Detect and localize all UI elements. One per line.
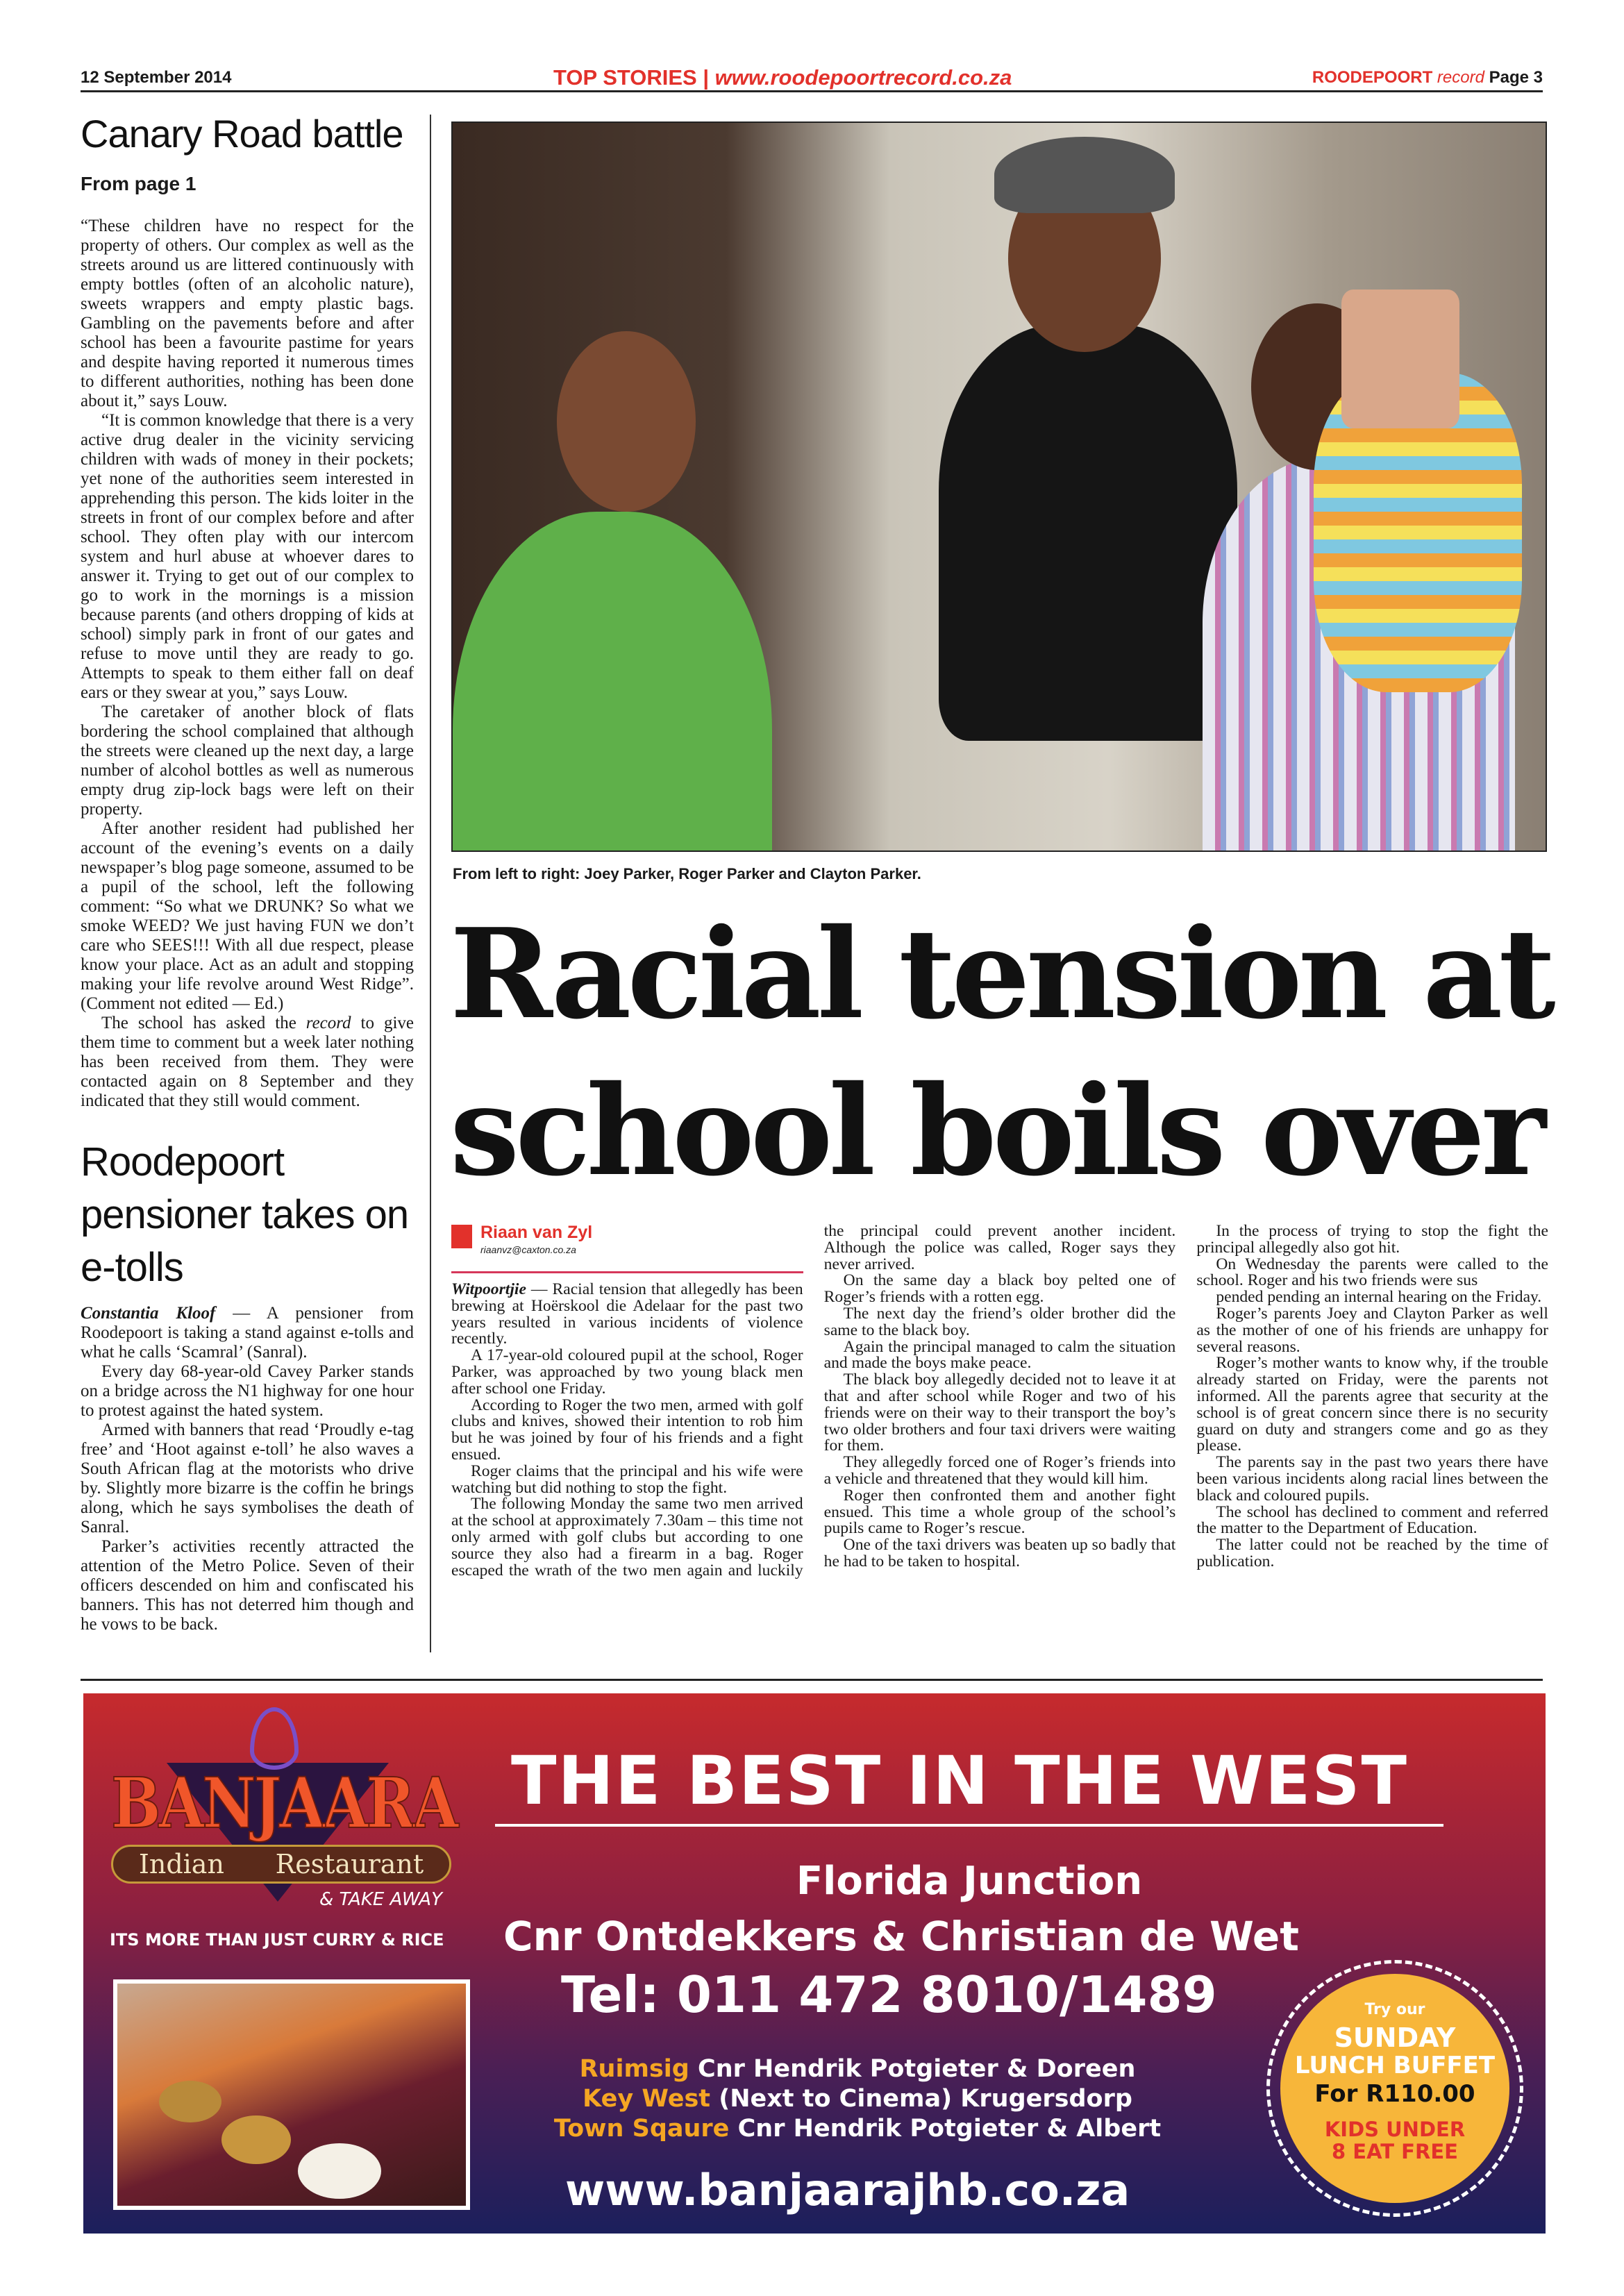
paragraph: Parker’s activities recently attracted the attention of the Metro Police. Seven of their officers descended on him and confiscated his banners. This has not deterred him though and he vows to be back. — [81, 1537, 414, 1634]
ad-website[interactable]: www.banjaarajhb.co.za — [565, 2165, 1130, 2215]
badge-kids-free: 8 EAT FREE — [1332, 2139, 1458, 2163]
paragraph: They allegedly forced one of Roger’s friends into a vehicle and threatened that they would kill him. — [823, 1453, 1176, 1488]
paragraph: Roger then confronted them and another fight ensued. This time a whole group of the school’s pupils came to Roger’s rescue. — [823, 1486, 1176, 1538]
byline-marker — [451, 1225, 472, 1248]
paragraph: Again the principal managed to calm the situation and made the boys make peace. — [823, 1337, 1176, 1373]
ad-address: Cnr Ontdekkers & Christian de Wet — [503, 1913, 1299, 1960]
paragraph: The school has asked the record to give them time to comment but a week later nothing has been received from them. They were contacted again on 8 September and they indicated that they still would comment. — [81, 1014, 414, 1110]
pot-icon — [221, 2115, 291, 2164]
headline-line-1: Racial tension at — [450, 901, 1552, 1046]
headline — [450, 896, 1554, 1209]
badge-price: For R110.00 — [1314, 2080, 1475, 2109]
author-email[interactable]: riaanvz@caxton.co.za — [480, 1244, 576, 1255]
paragraph: The following Monday the same two men arrived at the school at approximately 7.30am – this time not only armed with golf clubs but according to one source they also had a firearm in a bag. Roger escaped the wrath of the two men again and luckily the principal could prevent another incident. Although the police was called, Roger says they never arrived. — [451, 1222, 1176, 1579]
paragraph: After another resident had published her account of the evening’s events on a daily newspaper’s blog page someone, assumed to be a pupil of the school, left the following comment: “So what we DRUNK? So what we smoke WEED? We just having FUN we don’t care who SEES!!! With all due respect, please know your place. Act as an adult and stopping making your life revolve around West Ridge”. (Comment not edited — Ed.) — [81, 819, 414, 1013]
ad-location: Florida Junction — [796, 1859, 1143, 1904]
paragraph: On Wednesday the parents were called to the school. Roger and his two friends were sus — [1196, 1255, 1548, 1290]
paragraph: One of the taxi drivers was beaten up so badly that he had to be taken to hospital. — [823, 1536, 1176, 1570]
pot-icon — [298, 2143, 381, 2199]
paragraph: “These children have no respect for the property of others. Our complex as well as the streets around us are littered continuously with empty bottles (often of an alcoholic nature), sweets wrappers and empty plastic bags. Gambling on the pavements before and after school has been a favourite pastime for years and despite having reported it numerous times to different authorities, nothing has been done about it,” says Louw. — [81, 217, 414, 410]
buffet-badge — [1266, 1960, 1523, 2217]
logo-takeaway: & TAKE AWAY — [319, 1889, 442, 1910]
article-body — [451, 1223, 1548, 1579]
issue-date: 12 September 2014 — [81, 68, 232, 87]
paragraph: The caretaker of another block of flats bordering the school complained that although the streets were cleaned up the next day, a large number of alcohol bottles as well as numerous empty drug zip-lock bags were left on their property. — [81, 703, 414, 819]
paragraph: The school has declined to comment and referred the matter to the Department of Education. — [1196, 1502, 1548, 1538]
ad-branches — [458, 2054, 1257, 2144]
photo-caption: From left to right: Joey Parker, Roger Parker and Clayton Parker. — [453, 865, 921, 882]
page-info — [1312, 64, 1543, 92]
paragraph: Armed with banners that read ‘Proudly e-tag free’ and ‘Hoot against e-toll’ he also waves a South African flag at the motorists who drive by. Slightly more bizarre is the coffin he brings along, which he says symbolises the death of Sanral. — [81, 1421, 414, 1536]
logo-name: BANJAARA — [111, 1762, 456, 1844]
ad-tagline: ITS MORE THAN JUST CURRY & RICE — [110, 1930, 444, 1950]
ad-divider — [81, 1679, 1543, 1681]
badge-lunch-buffet: LUNCH BUFFET — [1294, 2051, 1496, 2079]
paragraph: The latter could not be reached by the time of publication. — [1196, 1536, 1548, 1570]
paragraph: According to Roger the two men, armed with golf clubs and knives, showed their intention to rob him but he was joined by four of his friends and a fight ensued. — [451, 1396, 803, 1464]
paper-name: ROODEPOORT — [1312, 68, 1433, 87]
paragraph: A 17-year-old coloured pupil at the school, Roger Parker, was approached by two young black men after school one Friday. — [451, 1346, 803, 1398]
byline — [451, 1223, 803, 1273]
paragraph: Roger’s parents Joey and Clayton Parker as well as the mother of one of his friends are unhappy for several reasons. — [1196, 1304, 1548, 1356]
header-divider — [81, 90, 1543, 92]
badge-inner — [1280, 1974, 1509, 2203]
paragraph: Every day 68-year-old Cavey Parker stands on a bridge across the N1 highway for one hour to protest against the hated system. — [81, 1362, 414, 1420]
boy-figure — [939, 324, 1237, 741]
website-link[interactable]: www.roodepoortrecord.co.za — [714, 65, 1012, 90]
paragraph: On the same day a black boy pelted one of Roger’s friends with a rotten egg. — [823, 1271, 1176, 1307]
pot-icon — [159, 2081, 221, 2122]
paragraph: In the process of trying to stop the fight the principal allegedly also got hit. — [1196, 1222, 1548, 1257]
from-page-label: From page 1 — [81, 173, 196, 194]
paragraph: The black boy allegedly decided not to leave it at that and after school while Roger and two of his friends were on their way to their transport the boy’s two older brothers and four taxi drivers were waiting for them. — [823, 1371, 1176, 1455]
badge-kids: KIDS UNDER — [1324, 2117, 1466, 2141]
paragraph: Roger’s mother wants to know why, if the trouble already started on Friday, were the parents not informed. All the parents agree that security at the school is of great concern since there is no security guard on duty and strangers come and go as they please. — [1196, 1354, 1548, 1455]
boy-cap — [994, 137, 1175, 213]
column-divider — [430, 115, 431, 1652]
branch: Key West (Next to Cinema) Krugersdorp — [583, 2085, 1132, 2113]
canary-body — [81, 217, 414, 1111]
woman-head — [557, 331, 696, 512]
section-label: TOP STORIES | — [553, 65, 710, 90]
ad-headline-rule — [495, 1824, 1443, 1827]
paragraph: Witpoortjie — Racial tension that allegedly has been brewing at Hoërskool die Adelaar for the past two years resulted in various incidents of violence recently. — [451, 1280, 803, 1348]
page-number: Page 3 — [1489, 68, 1543, 87]
paragraph: The next day the friend’s older brother did the same to the black boy. — [823, 1304, 1176, 1339]
paragraph: Roger claims that the principal and his wife were watching but did nothing to stop the fight. — [451, 1461, 803, 1497]
pixelated-face — [1341, 290, 1459, 428]
badge-try: Try our — [1364, 2001, 1425, 2018]
paper-record: record — [1437, 68, 1484, 87]
flame-icon — [250, 1707, 299, 1770]
branch: Ruimsig Cnr Hendrik Potgieter & Doreen — [579, 2055, 1136, 2083]
paragraph: pended pending an internal hearing on the Friday. — [1216, 1288, 1542, 1307]
paragraph: The parents say in the past two years there have been various incidents along racial lines between the black and coloured pupils. — [1196, 1453, 1548, 1505]
logo-banner: Indian Restaurant — [111, 1845, 451, 1884]
etolls-body — [81, 1304, 414, 1634]
branch: Town Sqaure Cnr Hendrik Potgieter & Albert — [553, 2115, 1162, 2143]
badge-sunday: SUNDAY — [1334, 2022, 1456, 2054]
canary-title: Canary Road battle — [81, 112, 403, 156]
etolls-title: Roodepoort pensioner takes on e-tolls — [81, 1139, 409, 1290]
paragraph: Constantia Kloof — A pensioner from Roodepoort is taking a stand against e-tolls and what he calls ‘Scamral’ (Sanral). — [81, 1304, 414, 1361]
ad-phone[interactable]: Tel: 011 472 8010/1489 — [561, 1966, 1217, 2024]
banjaara-logo — [111, 1707, 458, 1916]
headline-line-2: school boils over — [450, 1058, 1542, 1203]
section-header — [553, 64, 1012, 92]
buffet-photo — [113, 1979, 470, 2210]
family-photo — [451, 121, 1547, 852]
paragraph: “It is common knowledge that there is a very active drug dealer in the vicinity servicing children with wads of money in their pockets; yet none of the authorities seem interested in apprehending this person. The kids loiter in the streets in front of our complex before and after school. They often play with our intercom system and hurl abuse at whoever dares to answer it. Trying to get out of our complex to go to work in the mornings is a mission because parents (and others dropping of kids at school) simply park in front of our gates and refuse to move until they are ready to go. Attempts to speak to them either fall on deaf ears or they swear at you,” says Louw. — [81, 411, 414, 702]
banjaara-advert[interactable] — [83, 1693, 1546, 2234]
woman-figure — [453, 512, 772, 852]
author-name: Riaan van Zyl — [480, 1223, 593, 1242]
left-column — [81, 111, 414, 1634]
ad-headline: THE BEST IN THE WEST — [511, 1742, 1409, 1820]
